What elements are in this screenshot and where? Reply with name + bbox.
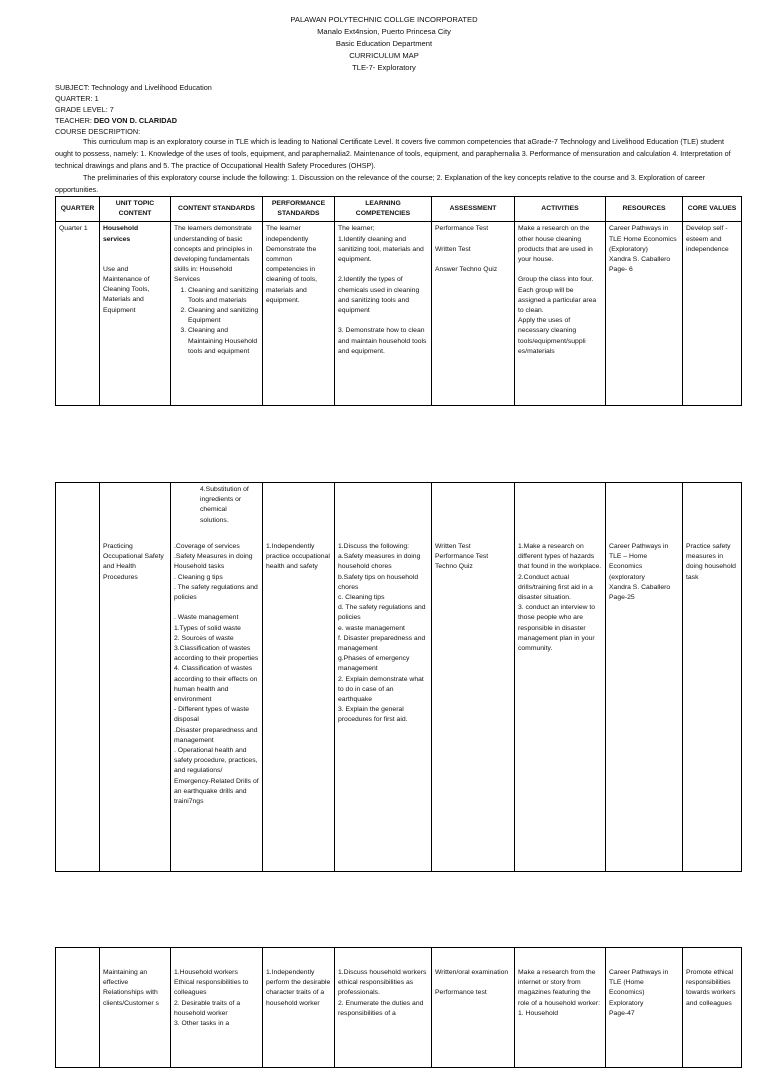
cell-content-standards: [171, 483, 263, 872]
cell-activities: Make a research on the other house cleaning products that are used in your house. Group the class into four. Each group will be assigned a particular area to clean. Apply the uses of necessary cleaning tools/equipment/suppli es/materials: [515, 222, 606, 406]
learning-text: 1.Discuss household workers ethical responsibilities as professionals. 2. Enumerate the duties and responsibilities of a: [338, 969, 427, 1017]
resources-text: Career Pathways in TLE (Home Economics) Exploratory Page-47: [609, 969, 669, 1017]
institution-address: Manalo Ext4nsion, Puerto Princesa City: [317, 27, 451, 36]
cell-unit-topic: [100, 483, 171, 872]
header-unit-topic: UNIT TOPIC CONTENT: [100, 197, 171, 222]
header-assessment: ASSESSMENT: [432, 197, 515, 222]
table-header-row: [56, 197, 742, 222]
header-core-values: CORE VALUES: [683, 197, 742, 222]
cell-resources: [606, 483, 683, 872]
table-row: [56, 948, 742, 1068]
cell-learning-competencies: [335, 948, 432, 1068]
header-activities: ACTIVITIES: [515, 197, 606, 222]
cell-performance-standards: [263, 948, 335, 1068]
header-quarter: QUARTER: [56, 197, 100, 222]
cell-unit-topic: [100, 948, 171, 1068]
activities-text: Make a research from the internet or story from magazines featuring the role of a household worker: 1. Household: [518, 969, 600, 1017]
curriculum-table-2: [55, 482, 742, 872]
assessment-text: Written Test Performance Test Techno Quiz: [435, 543, 489, 571]
header-resources: RESOURCES: [606, 197, 683, 222]
header-learning-competencies: LEARNING COMPETENCIES: [335, 197, 432, 222]
list-item: 1. Cleaning and sanitizing Tools and materials: [188, 286, 259, 306]
learning-text: 1.Discuss the following: a.Safety measures in doing household chores b.Safety tips on household chores c. Cleaning tips d. The safety regulations and policies e. waste management f. Disaster preparedness and management g.Phases of emergency management 2. Explain demonstrate what to do in case of an earthquake 3. Explain the general procedures for first aid.: [338, 543, 426, 724]
header-content-standards: CONTENT STANDARDS: [171, 197, 263, 222]
teacher-name: DEO VON D. CLARIDAD: [93, 116, 178, 125]
topic-title: Practicing Occupational Safety and Health Procedures: [103, 543, 164, 581]
teacher-label: TEACHER:: [55, 116, 94, 125]
description-paragraph-2: The preliminaries of this exploratory course include the following: 1. Discussion on the relevance of the course; 2. Explanation of the key concepts relative to the course and 3. Exploration of career opportunities.: [55, 173, 706, 194]
department-name: Basic Education Department: [335, 39, 433, 48]
assessment-text: Written/oral examination Performance test: [435, 969, 509, 997]
content-items-list: [174, 286, 259, 357]
table-row: [56, 222, 742, 406]
cell-performance-standards: [263, 483, 335, 872]
performance-text: 1.Independently perform the desirable character traits of a household worker: [266, 969, 331, 1007]
cell-core-values: [683, 948, 742, 1068]
subject-line: SUBJECT: Technology and Livelihood Education: [55, 83, 212, 92]
content-text: 1.Household workers Ethical responsibilities to colleagues 2. Desirable traits of a household worker 3. Other tasks in a: [174, 969, 249, 1028]
document-type: CURRICULUM MAP: [349, 51, 419, 60]
header-performance-standards: PERFORMANCE STANDARDS: [263, 197, 335, 222]
topic-subtitle: Use and Maintenance of Cleaning Tools, Materials and Equipment: [103, 265, 150, 314]
curriculum-table-3: [55, 947, 742, 1068]
institution-name: PALAWAN POLYTECHNIC COLLGE INCORPORATED: [290, 15, 478, 24]
performance-text: 1.Independently practice occupational health and safety: [266, 543, 330, 571]
description-paragraph-1: This curriculum map is an exploratory course in TLE which is leading to National Certificate Level. It covers five common competencies that aGrade-7 Technology and Livelihood Education (TLE) student ought to possess, namely: 1. Knowledge of the uses of tools, equipment, and paraphernalia2. Maintenance of tools, equipment, and paraphernalia 3. Performance of mensuration and calculation 4. Interpretation of technical drawings and plans and 5. The practice of Occupational Health Safety Procedures (OHSP).: [55, 137, 731, 170]
content-body: .Coverage of services .Safety Measures in doing Household tasks . Cleaning g tips . The safety regulations and policies . Waste management 1.Types of solid waste 2. Sources of waste 3.Classification of wastes according to their properties 4. Classification of wastes according to their effects on human health and environment - Different types of waste disposal .Disaster preparedness and management . Operational health and safety procedure, practices, and regulations/ Emergency-Related Drills of an earthquake drills and traini7ngs: [174, 543, 259, 806]
activities-text: 1.Make a research on different types of hazards that found in the workplace. 2.Conduct actual drills/training first aid in a disaster situation. 3. conduct an interview to those people who are responsible in disaster management plan in your community.: [518, 543, 602, 653]
list-item: 3. Cleaning and Maintaining Household tools and equipment: [188, 326, 259, 357]
teacher-line: [55, 115, 212, 126]
course-description: [55, 136, 735, 196]
resources-text: Career Pathways in TLE – Home Economics (exploratory Xandra S. Caballero Page-25: [609, 543, 671, 602]
topic-title: Household services: [103, 225, 139, 243]
table-row: [56, 483, 742, 872]
course-meta: [55, 82, 212, 137]
cell-core-values: Develop self - esteem and independence: [683, 222, 742, 406]
core-values-text: Practice safety measures in doing household task: [686, 543, 736, 581]
core-values-text: Promote ethical responsibilities towards workers and colleagues: [686, 969, 736, 1007]
cell-quarter: Quarter 1: [56, 222, 100, 406]
document-header: [0, 14, 768, 74]
cell-resources: Career Pathways in TLE Home Economics (Exploratory) Xandra S. Caballero Page- 6: [606, 222, 683, 406]
cell-activities: [515, 483, 606, 872]
cell-learning-competencies: [335, 483, 432, 872]
course-description-label: COURSE DESCRIPTION:: [55, 127, 141, 136]
list-item: 2. Cleaning and sanitizing Equipment: [188, 306, 259, 326]
cell-performance-standards: The learner independently Demonstrate the common competencies in cleaning of tools, materials and equipment.: [263, 222, 335, 406]
course-name: TLE-7- Exploratory: [352, 63, 416, 72]
cell-quarter: [56, 948, 100, 1068]
topic-title: Maintaining an effective Relationships with clients/Customer s: [103, 969, 159, 1007]
grade-line: GRADE LEVEL: 7: [55, 105, 114, 114]
cell-assessment: Performance Test Written Test Answer Techno Quiz: [432, 222, 515, 406]
content-top: 4.Substitution of ingredients or chemical solutions.: [200, 486, 249, 524]
content-intro: The learners demonstrate understanding of basic concepts and principles in developing fundamentals skills in: Household Services: [174, 225, 253, 284]
cell-unit-topic: [100, 222, 171, 406]
cell-assessment: [432, 948, 515, 1068]
cell-assessment: [432, 483, 515, 872]
cell-content-standards: [171, 948, 263, 1068]
cell-quarter: [56, 483, 100, 872]
cell-learning-competencies: The learner; 1.Identify cleaning and sanitizing tool, materials and equipment. 2.Identify the types of chemicals used in cleaning and sanitizing tools and equipment 3. Demonstrate how to clean and maintain household tools and equipment.: [335, 222, 432, 406]
curriculum-table-1: [55, 196, 742, 406]
cell-content-standards: [171, 222, 263, 406]
cell-core-values: [683, 483, 742, 872]
cell-activities: [515, 948, 606, 1068]
quarter-line: QUARTER: 1: [55, 94, 99, 103]
cell-resources: [606, 948, 683, 1068]
